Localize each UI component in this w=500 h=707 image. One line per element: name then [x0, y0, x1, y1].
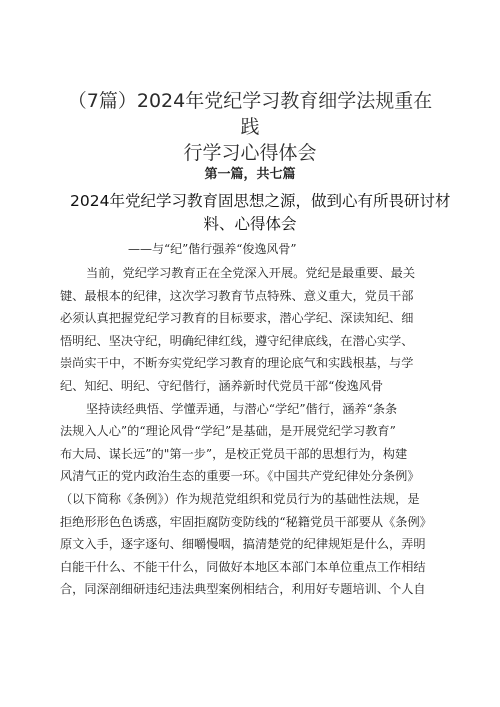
- text-line: 纪、知纪、明纪、守纪偕行，涵养新时代党员干部“俊逸风骨: [60, 378, 384, 393]
- article-subtitle: ——与“纪”偕行强养“俊逸风骨”: [128, 242, 297, 256]
- text-line: 当前，党纪学习教育正在全党深入开展。党纪是最重要、最关: [86, 266, 416, 280]
- text-line: 崇尚实干中，不断夯实党纪学习教育的理论底气和实践根基，与学: [60, 356, 414, 371]
- body-text: [60, 262, 450, 601]
- text-line: （以下简称《条例》）作为规范党组织和党员行为的基础性法规，是: [60, 491, 420, 506]
- text-line: 布大局、谋长远”的"第一步”，是校正党员干部的思想行为，构建: [60, 446, 408, 461]
- text-line: 白能干什么、不能干什么，同做好本地区本部门本单位重点工作相结: [60, 559, 426, 574]
- text-line: 拒绝形形色色诱惑，牢固拒腐防变防线的“秘籍党员干部要从《条例》: [60, 514, 432, 529]
- text-line: 原文入手，逐字逐句、细嚼慢咽，搞清楚党的纪律规矩是什么，弄明: [60, 537, 426, 552]
- document-title: [60, 88, 440, 166]
- text-line: 悟明纪、坚决守纪，明确纪律红线，遵守纪律底线，在潜心实学、: [60, 333, 414, 348]
- document-title-line: （7篇）2024年党纪学习教育细学法规重在践: [67, 90, 433, 138]
- paragraph: [60, 398, 450, 601]
- chapter-label: 第一篇，共七篇: [204, 167, 296, 182]
- article-title: [70, 190, 451, 236]
- text-line: 坚持读经典悟、学懂弄通，与潜心“学纪”偕行，涵养“条条: [86, 401, 398, 416]
- text-line: 必须认真把握党纪学习教育的目标要求，潜心学纪、深读知纪、细: [60, 311, 414, 326]
- paragraph: [60, 262, 450, 398]
- text-line: 风清气正的党内政治生态的重要一环。《中国共产党纪律处分条例》: [60, 469, 420, 484]
- text-line: 合，同深剖细研违纪违法典型案例相结合，利用好专题培训、个人自: [60, 582, 426, 597]
- article-title-line: 2024年党纪学习教育固思想之源，做到心有所畏研讨材: [70, 192, 451, 210]
- article-title-line: 料、心得体会: [203, 215, 297, 233]
- text-line: 法规入人心”的“理论风骨“学纪”是基础，是开展党纪学习教育”: [60, 424, 396, 439]
- text-line: 键、最根本的纪律，这次学习教育节点特殊、意义重大，党员干部: [60, 288, 414, 303]
- document-title-line: 行学习心得体会: [183, 142, 317, 164]
